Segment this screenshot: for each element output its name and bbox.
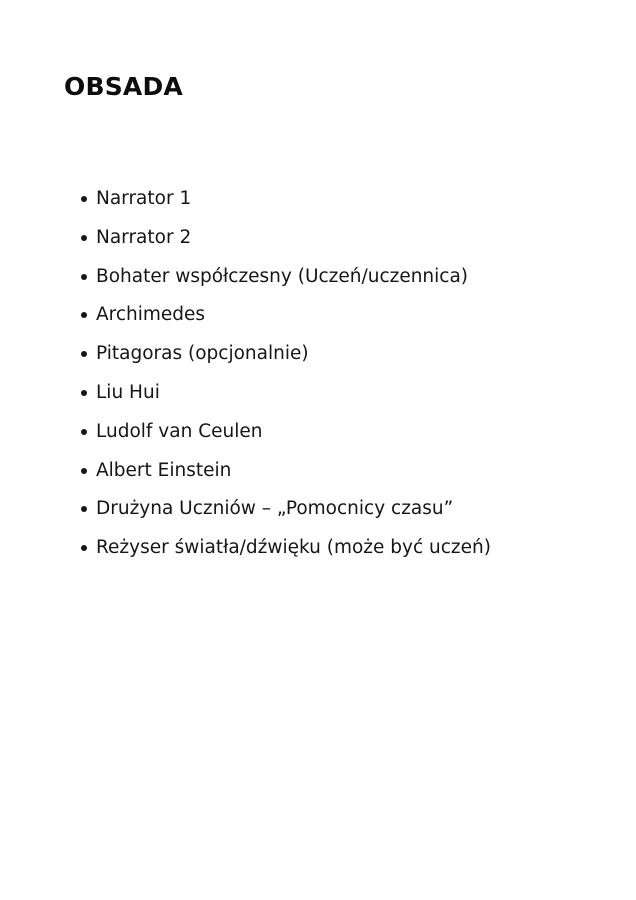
page-title: OBSADA — [64, 72, 183, 101]
cast-item-label: Pitagoras (opcjonalnie) — [96, 343, 309, 365]
cast-item-label: Albert Einstein — [96, 459, 232, 481]
cast-item-label: Drużyna Uczniów – „Pomocnicy czasu” — [96, 498, 454, 520]
cast-item-label: Ludolf van Ceulen — [96, 420, 263, 442]
cast-item-label: Narrator 1 — [96, 188, 192, 209]
bullet-icon — [81, 351, 87, 357]
list-item — [64, 532, 491, 571]
bullet-icon — [81, 429, 87, 435]
bullet-icon — [81, 196, 87, 202]
list-item — [64, 261, 491, 300]
list-item — [64, 377, 491, 416]
list-item — [64, 416, 491, 455]
list-item — [64, 338, 491, 377]
list-item — [64, 455, 491, 494]
list-item — [64, 183, 491, 222]
list-item — [64, 493, 491, 532]
bullet-icon — [81, 274, 87, 280]
bullet-icon — [81, 545, 87, 551]
bullet-icon — [81, 312, 87, 318]
cast-item-label: Archimedes — [96, 304, 206, 326]
bullet-icon — [81, 468, 87, 474]
bullet-icon — [81, 390, 87, 396]
cast-item-label: Reżyser światła/dźwięku (może być uczeń) — [96, 537, 491, 559]
list-item — [64, 299, 491, 338]
list-item — [64, 222, 491, 261]
bullet-icon — [81, 506, 87, 512]
cast-item-label: Bohater współczesny (Uczeń/uczennica) — [96, 265, 469, 287]
cast-list — [64, 183, 491, 571]
bullet-icon — [81, 235, 87, 241]
cast-item-label: Liu Hui — [96, 381, 160, 403]
cast-item-label: Narrator 2 — [96, 226, 192, 248]
